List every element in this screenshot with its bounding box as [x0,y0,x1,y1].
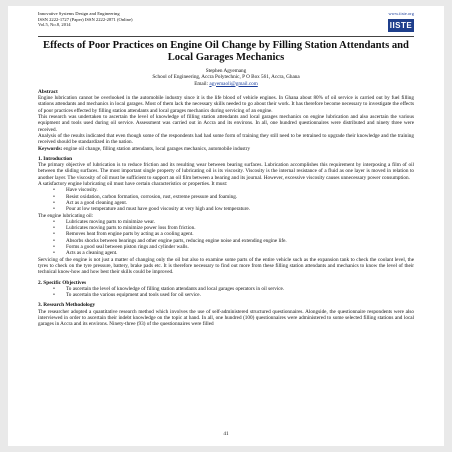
author-block [38,68,414,87]
list-item: • To ascertain the level of knowledge of filling station attendants and local garages operators in oil service. [66,286,414,292]
keywords-line [38,146,414,152]
abstract-paragraph-2: This research was undertaken to ascertain the level of knowledge of filling station attendants and local garages mechanics on engine lubrication and also ascertain the various equipment and tools used during oil service. Assessment was carried out in Accra and its environs. In all, one hundred questionnaires were distributed and ninety three were received. [38,114,414,133]
oil-properties-list [38,187,414,212]
oil-functions-list [38,219,414,257]
keywords-label: Keywords: [38,145,63,152]
page-content [38,11,414,328]
journal-url[interactable]: www.iiste.org [388,11,414,16]
author-affiliation: School of Engineering, Accra Polytechnic, P O Box 561, Accra, Ghana [152,74,300,81]
abstract-paragraph-3: Analysis of the results indicated that even though some of the respondents had had some form of training they still need to be retrained to upgrade their knowledge and the training received should be standardized in the nation. [38,132,414,146]
abstract [38,89,414,152]
list-item: • Have viscosity. [66,187,414,193]
list-item: • Act as a good cleaning agent. [66,200,414,206]
introduction-paragraph-2: A satisfactory engine lubricating oil must have certain characteristics or properties. It must: [38,181,228,188]
author-email-line [38,81,414,87]
methodology-heading: 3. Research Methodology [38,302,96,309]
list-item: • Resist oxidation, carbon formation, corrosion, rust, extreme pressure and foaming. [66,194,414,200]
introduction-heading: 1. Introduction [38,155,73,162]
list-item: • Absorbs shocks between bearings and other engine parts, reducing engine noise and extending engine life. [66,238,414,244]
journal-issn: ISSN 2222-1727 (Paper) ISSN 2222-2871 (Online) [38,16,133,22]
list-item: • Removes heat from engine parts by acting as a cooling agent. [66,231,414,237]
list-item: • Lubricates moving parts to minimize wear. [66,219,414,225]
keywords-text: engine oil change, filling station attendants, local garages mechanics, automobile industry [63,145,251,152]
journal-volume: Vol.5, No.8, 2014 [38,22,71,28]
email-label: Email: [194,80,209,87]
objectives-list [38,286,414,299]
abstract-paragraph-1: Engine lubrication cannot be overlooked in the automobile industry since it is the life blood of vehicle engines. In Ghana about 80% of oil service is carried out by fuel filling stations attendants and mechanics in local garages. Most of them lack the necessary skills needed to go about their work. It has therefore become necessary to investigate the effects of poor practices effected by filling station attendants and local garages mechanics during servicing of an engine. [38,95,414,114]
introduction-paragraph-4: Servicing of the engine is not just a matter of changing only the oil but also to examine some parts of the entire vehicle such as the expansion tank to check the coolant level, the tyres to check on the tyre pressure, battery, brake pads etc. It is therefore necessary to find out more from these filling station attendants and mechanics to know the level of their technical know-how and how best their skills could be improved. [38,256,414,276]
list-item: • Forms a good seal between piston rings and cylinder walls. [66,244,414,250]
iiste-logo: IISTE [389,20,413,30]
journal-brand [388,11,414,32]
list-item: • Lubricates moving parts to minimize power loss from friction. [66,225,414,231]
list-item: • To ascertain the various equipment and tools used for oil service. [66,292,414,298]
author-name: Stephen Agyemang [205,68,247,74]
journal-header [38,11,414,35]
section-methodology [38,302,414,327]
list-item: • Acts as a cleaning agent. [66,250,414,256]
section-introduction [38,156,414,276]
journal-name: Innovative Systems Design and Engineering [38,11,120,16]
introduction-paragraph-3: The engine lubricating oil: [38,212,94,219]
paper-page [8,6,444,446]
header-rule [38,36,414,37]
paper-title: Effects of Poor Practices on Engine Oil Change by Filling Station Attendants and Local Garages Mechanics [43,40,409,63]
introduction-paragraph-1: The primary objective of lubrication is to reduce friction and its resulting wear between bearing surfaces. Lubrication accomplishes this requirement by interposing a film of oil between the sliding surfaces. The most important single property of lubricating oil is its viscosity. Viscosity is the internal resistance of a fluid as one layer is moved in relation to another layer. The viscosity of oil must be sufficient to support an oil film between a bearing and its journal. However, excessive viscosity causes unnecessary power consumption. [38,162,414,181]
section-objectives [38,280,414,299]
abstract-heading: Abstract [38,88,58,95]
author-email-link[interactable]: agyemaoli@gmail.com [209,80,258,87]
objectives-heading: 2. Specific Objectives [38,279,87,286]
list-item: • Pour at low temperature and must have good viscosity at very high and low temperature. [66,206,414,212]
page-number: 41 [223,431,229,437]
methodology-paragraph-1: The researcher adopted a quantitative research method which involves the use of self-administered structured questionnaires. Alongside, the questionnaire respondents were also interviewed in order to ascertain their indebt knowledge on the topic at hand. In all, one hundred (100) questionnaires were administered to some selected filling stations and local garages in Accra and its environs. Ninety-three (93) of the questionnaires were filled [38,308,414,328]
journal-info [38,11,414,28]
